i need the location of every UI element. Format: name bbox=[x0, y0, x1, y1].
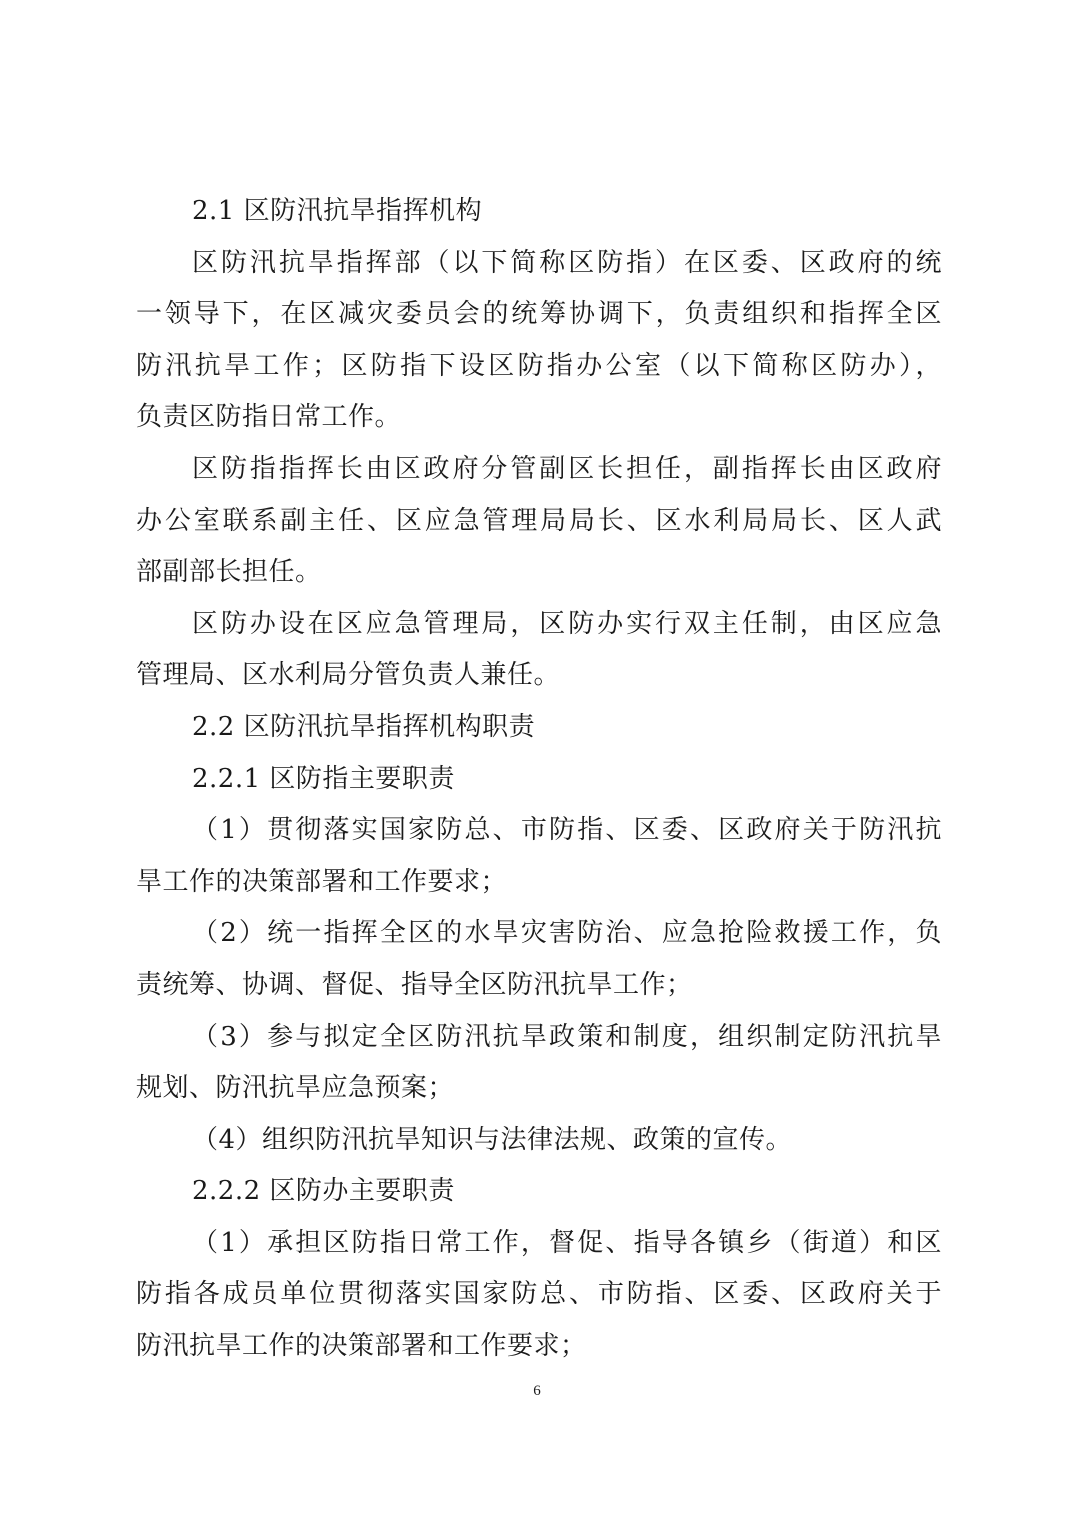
text-line: 部副部长担任。 bbox=[136, 557, 322, 588]
text-line: 防汛抗旱工作；区防指下设区防指办公室（以下简称区防办）， bbox=[136, 350, 942, 381]
text-line: 2.2.1 区防指主要职责 bbox=[192, 763, 455, 794]
text-line: 规划、防汛抗旱应急预案； bbox=[136, 1073, 455, 1104]
text-line: 区防办设在区应急管理局，区防办实行双主任制，由区应急 bbox=[192, 608, 942, 639]
text-line: 区防指指挥长由区政府分管副区长担任，副指挥长由区政府 bbox=[192, 453, 942, 484]
text-line: 2.1 区防汛抗旱指挥机构 bbox=[192, 196, 483, 226]
text-line: （1）贯彻落实国家防总、市防指、区委、区政府关于防汛抗 bbox=[192, 815, 942, 846]
text-line: 管理局、区水利局分管负责人兼任。 bbox=[136, 660, 561, 691]
text-line: 防指各成员单位贯彻落实国家防总、市防指、区委、区政府关于 bbox=[136, 1279, 942, 1310]
text-line: 2.2.2 区防办主要职责 bbox=[192, 1176, 455, 1207]
text-line: 防汛抗旱工作的决策部署和工作要求； bbox=[136, 1331, 587, 1362]
text-line: 旱工作的决策部署和工作要求； bbox=[136, 866, 508, 897]
text-line: （1）承担区防指日常工作，督促、指导各镇乡（街道）和区 bbox=[192, 1227, 942, 1258]
text-line: （2）统一指挥全区的水旱灾害防治、应急抢险救援工作，负 bbox=[192, 918, 942, 949]
text-line: （3）参与拟定全区防汛抗旱政策和制度，组织制定防汛抗旱 bbox=[192, 1021, 942, 1052]
text-line: 责统筹、协调、督促、指导全区防汛抗旱工作； bbox=[136, 969, 693, 1000]
document-body bbox=[136, 186, 942, 1373]
text-line: 2.2 区防汛抗旱指挥机构职责 bbox=[192, 711, 536, 742]
text-line: 办公室联系副主任、区应急管理局局长、区水利局局长、区人武 bbox=[136, 505, 942, 536]
page-number: 6 bbox=[533, 1383, 541, 1399]
text-line: 区防汛抗旱指挥部（以下简称区防指）在区委、区政府的统 bbox=[192, 247, 942, 278]
text-line: 一领导下，在区减灾委员会的统筹协调下，负责组织和指挥全区 bbox=[136, 299, 942, 330]
text-line: （4）组织防汛抗旱知识与法律法规、政策的宣传。 bbox=[192, 1124, 793, 1155]
text-line: 负责区防指日常工作。 bbox=[136, 402, 402, 433]
